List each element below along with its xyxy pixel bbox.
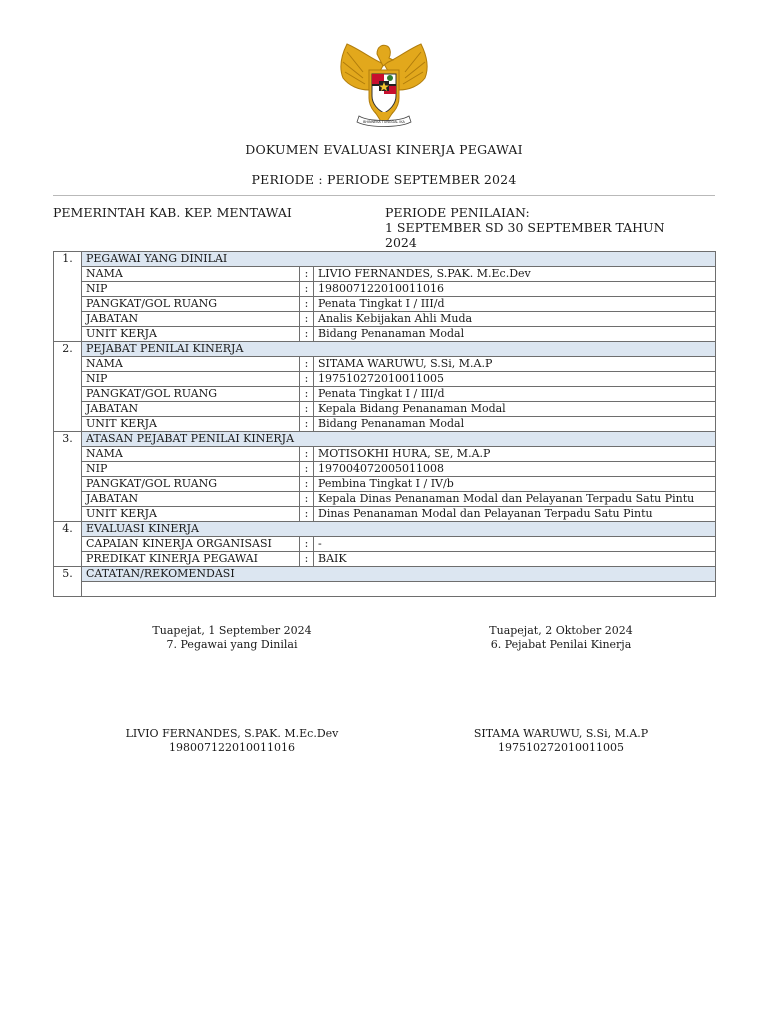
table-row <box>54 492 716 507</box>
field-colon: : <box>300 447 314 462</box>
field-label: NIP <box>82 372 300 387</box>
field-colon: : <box>300 312 314 327</box>
field-label: JABATAN <box>82 312 300 327</box>
section-number: 5. <box>54 567 82 597</box>
field-colon: : <box>300 552 314 567</box>
field-value: LIVIO FERNANDES, S.PAK. M.Ec.Dev <box>314 267 716 282</box>
field-value: Kepala Dinas Penanaman Modal dan Pelayanan Terpadu Satu Pintu <box>314 492 716 507</box>
field-colon: : <box>300 372 314 387</box>
table-row <box>54 462 716 477</box>
field-value: Penata Tingkat I / III/d <box>314 387 716 402</box>
field-label: PREDIKAT KINERJA PEGAWAI <box>82 552 300 567</box>
field-value: 197510272010011005 <box>314 372 716 387</box>
field-label: JABATAN <box>82 492 300 507</box>
institution-name: PEMERINTAH KAB. KEP. MENTAWAI <box>53 205 292 220</box>
assessment-period <box>385 205 665 250</box>
signature-right-nip: 197510272010011005 <box>498 741 624 754</box>
field-label: PANGKAT/GOL RUANG <box>82 297 300 312</box>
field-label: PANGKAT/GOL RUANG <box>82 387 300 402</box>
table-row <box>54 267 716 282</box>
field-label: UNIT KERJA <box>82 327 300 342</box>
signature-left-role: 7. Pegawai yang Dinilai <box>166 638 298 651</box>
signature-right-place-date: Tuapejat, 2 Oktober 2024 <box>489 624 633 637</box>
section-title: PEGAWAI YANG DINILAI <box>82 252 716 267</box>
signature-right <box>431 624 691 652</box>
section-title: EVALUASI KINERJA <box>82 522 716 537</box>
svg-text:BHINNEKA TUNGGAL IKA: BHINNEKA TUNGGAL IKA <box>363 120 405 124</box>
field-colon: : <box>300 537 314 552</box>
table-row <box>54 387 716 402</box>
field-value: Kepala Bidang Penanaman Modal <box>314 402 716 417</box>
table-row <box>54 552 716 567</box>
field-colon: : <box>300 417 314 432</box>
signature-right-role: 6. Pejabat Penilai Kinerja <box>490 638 632 651</box>
signature-left-nip: 198007122010011016 <box>169 741 295 754</box>
divider <box>53 195 715 196</box>
signature-left-block <box>102 727 362 755</box>
section-title: ATASAN PEJABAT PENILAI KINERJA <box>82 432 716 447</box>
field-value: Bidang Penanaman Modal <box>314 417 716 432</box>
field-value: MOTISOKHI HURA, SE, M.A.P <box>314 447 716 462</box>
section-header-row <box>54 252 716 267</box>
assessment-period-year: 2024 <box>385 235 417 250</box>
field-label: NIP <box>82 462 300 477</box>
field-label: NAMA <box>82 267 300 282</box>
field-label: NAMA <box>82 447 300 462</box>
field-colon: : <box>300 357 314 372</box>
table-row <box>54 537 716 552</box>
field-value: BAIK <box>314 552 716 567</box>
field-colon: : <box>300 327 314 342</box>
section-number: 4. <box>54 522 82 567</box>
field-value: Penata Tingkat I / III/d <box>314 297 716 312</box>
field-value: 197004072005011008 <box>314 462 716 477</box>
field-colon: : <box>300 462 314 477</box>
table-row <box>54 477 716 492</box>
section-number: 1. <box>54 252 82 342</box>
evaluation-table <box>53 251 716 597</box>
field-label: PANGKAT/GOL RUANG <box>82 477 300 492</box>
signature-left-place-date: Tuapejat, 1 September 2024 <box>152 624 312 637</box>
field-label: UNIT KERJA <box>82 417 300 432</box>
table-row <box>54 357 716 372</box>
field-value: - <box>314 537 716 552</box>
table-row <box>54 507 716 522</box>
table-row <box>54 327 716 342</box>
field-colon: : <box>300 492 314 507</box>
document-title: DOKUMEN EVALUASI KINERJA PEGAWAI <box>245 142 523 157</box>
document-period: PERIODE : PERIODE SEPTEMBER 2024 <box>251 172 517 187</box>
field-colon: : <box>300 282 314 297</box>
notes-row <box>54 582 716 597</box>
field-label: JABATAN <box>82 402 300 417</box>
field-colon: : <box>300 507 314 522</box>
section-header-row <box>54 567 716 582</box>
table-row <box>54 447 716 462</box>
field-label: UNIT KERJA <box>82 507 300 522</box>
field-value: Analis Kebijakan Ahli Muda <box>314 312 716 327</box>
field-colon: : <box>300 297 314 312</box>
signature-left-name: LIVIO FERNANDES, S.PAK. M.Ec.Dev <box>125 727 339 740</box>
signature-right-name: SITAMA WARUWU, S.Si, M.A.P <box>473 727 649 740</box>
signature-left <box>102 624 362 652</box>
field-value: SITAMA WARUWU, S.Si, M.A.P <box>314 357 716 372</box>
assessment-period-label: PERIODE PENILAIAN: <box>385 205 530 220</box>
section-header-row <box>54 432 716 447</box>
field-colon: : <box>300 402 314 417</box>
table-row <box>54 312 716 327</box>
field-value: Pembina Tingkat I / IV/b <box>314 477 716 492</box>
garuda-pancasila-emblem <box>333 42 435 132</box>
field-value: 198007122010011016 <box>314 282 716 297</box>
section-number: 3. <box>54 432 82 522</box>
section-header-row <box>54 522 716 537</box>
field-colon: : <box>300 387 314 402</box>
field-value: Bidang Penanaman Modal <box>314 327 716 342</box>
field-colon: : <box>300 267 314 282</box>
table-row <box>54 297 716 312</box>
field-label: NAMA <box>82 357 300 372</box>
table-row <box>54 417 716 432</box>
table-row <box>54 372 716 387</box>
table-row <box>54 402 716 417</box>
section-title: PEJABAT PENILAI KINERJA <box>82 342 716 357</box>
section-header-row <box>54 342 716 357</box>
field-label: CAPAIAN KINERJA ORGANISASI <box>82 537 300 552</box>
table-row <box>54 282 716 297</box>
signature-right-block <box>431 727 691 755</box>
assessment-period-range: 1 SEPTEMBER SD 30 SEPTEMBER TAHUN <box>385 220 665 235</box>
field-colon: : <box>300 477 314 492</box>
notes-field <box>82 582 716 597</box>
field-label: NIP <box>82 282 300 297</box>
section-title: CATATAN/REKOMENDASI <box>82 567 716 582</box>
field-value: Dinas Penanaman Modal dan Pelayanan Terpadu Satu Pintu <box>314 507 716 522</box>
section-number: 2. <box>54 342 82 432</box>
